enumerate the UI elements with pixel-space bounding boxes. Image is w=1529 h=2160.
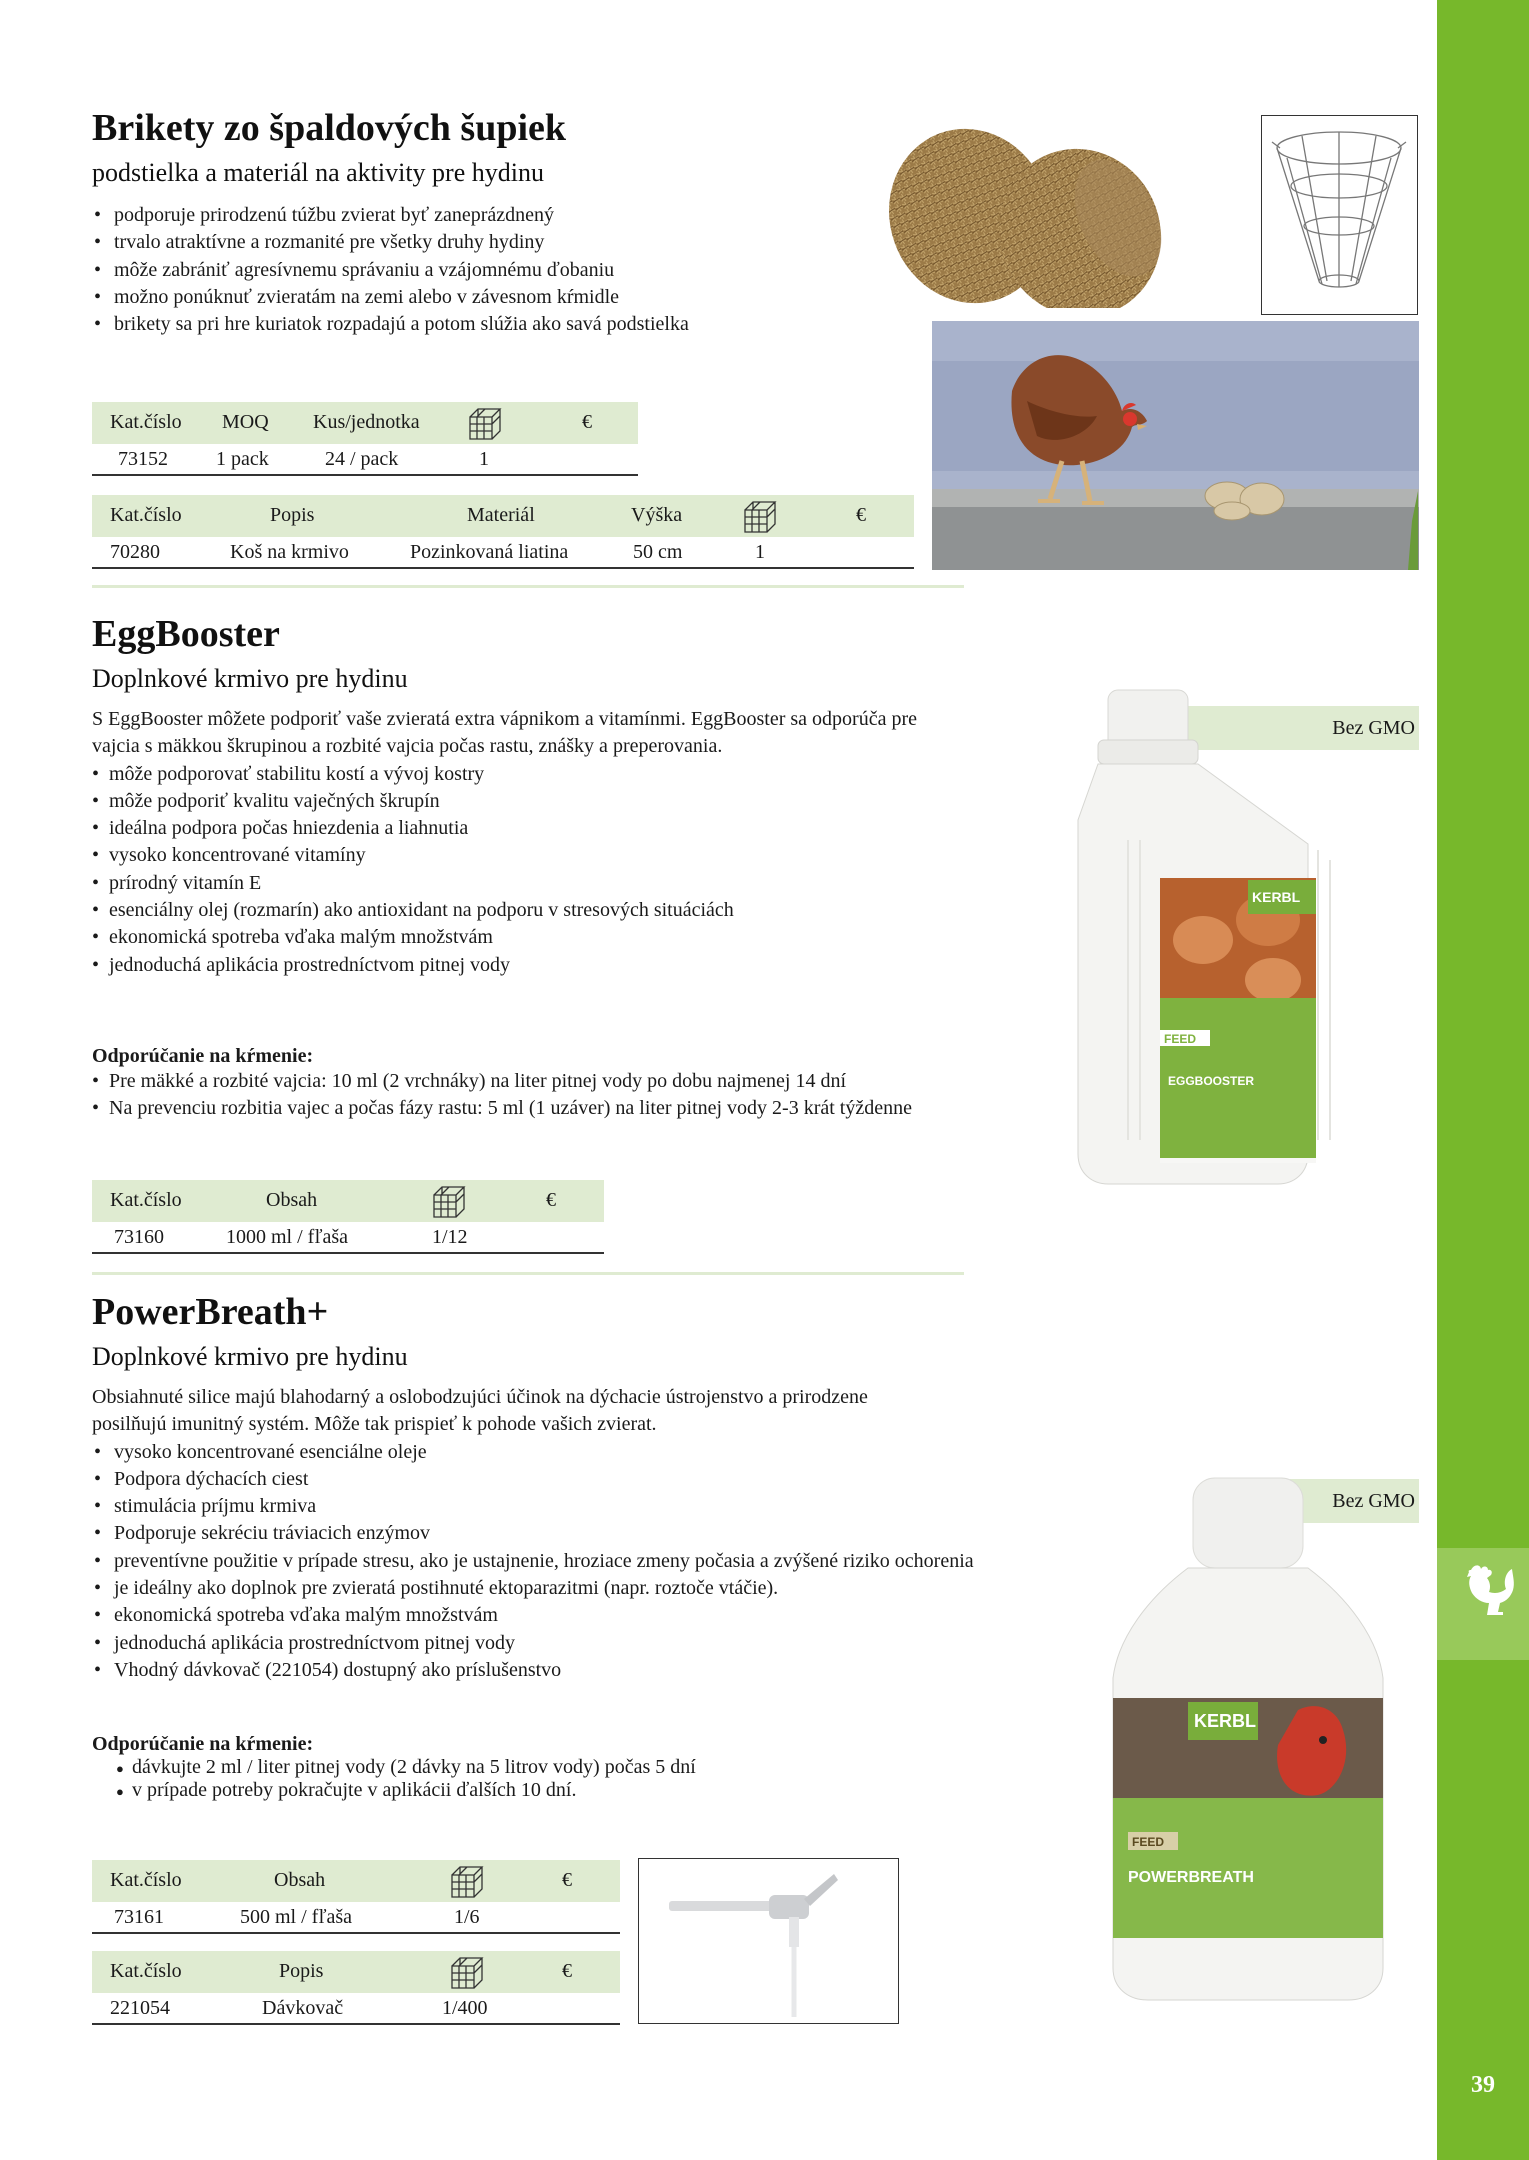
table-rule — [92, 1932, 620, 1934]
cell-content: 500 ml / fľaša — [240, 1906, 352, 1928]
cell-cat-no: 73161 — [114, 1906, 164, 1928]
powerbreath-price-table — [92, 1860, 620, 1934]
header-price: € — [562, 1960, 572, 1982]
cell-material: Pozinkovaná liatina — [410, 541, 569, 563]
cell-pieces-unit: 24 / pack — [325, 448, 399, 470]
header-content: Obsah — [274, 1869, 326, 1891]
carton-icon — [450, 1956, 484, 1990]
list-item: • vysoko koncentrované vitamíny — [92, 842, 1082, 869]
section-subtitle-brikety: podstielka a materiál na aktivity pre hydinu — [92, 158, 544, 187]
header-price: € — [546, 1189, 556, 1211]
eggbooster-recommendation — [92, 1045, 1092, 1123]
header-price: € — [582, 411, 592, 433]
list-item: • ekonomická spotreba vďaka malým množstvám — [92, 1602, 1132, 1629]
list-item: • Vhodný dávkovač (221054) dostupný ako príslušenstvo — [92, 1657, 1132, 1684]
basket-price-table — [92, 495, 914, 569]
powerbreath-recommendation — [92, 1733, 992, 1802]
cell-content: 1000 ml / fľaša — [226, 1226, 348, 1248]
header-cat-no: Kat.číslo — [110, 1960, 182, 1982]
rooster-icon — [1437, 1548, 1529, 1660]
brikety-feature-list — [92, 202, 892, 338]
header-description: Popis — [279, 1960, 324, 1982]
cell-carton: 1/12 — [432, 1226, 468, 1248]
cell-cat-no: 73160 — [114, 1226, 164, 1248]
bottle-feed-label: FEED — [1132, 1835, 1165, 1849]
section-subtitle-eggbooster: Doplnkové krmivo pre hydinu — [92, 664, 408, 693]
header-cat-no: Kat.číslo — [110, 1869, 182, 1891]
bottle-brand-label: KERBL — [1252, 889, 1301, 905]
carton-icon — [743, 500, 777, 534]
section-title-powerbreath: PowerBreath+ — [92, 1291, 329, 1333]
carton-icon — [468, 407, 502, 441]
powerbreath-feature-list — [92, 1439, 1132, 1685]
list-item: • Pre mäkké a rozbité vajcia: 10 ml (2 vrchnáky) na liter pitnej vody po dobu najmenej 14 dní — [92, 1068, 1092, 1095]
list-item: • vysoko koncentrované esenciálne oleje — [92, 1439, 1132, 1466]
hen-with-briquettes-photo — [932, 321, 1419, 570]
list-item: • trvalo atraktívne a rozmanité pre všetky druhy hydiny — [92, 229, 892, 256]
cell-cat-no: 73152 — [118, 448, 168, 470]
poultry-tab[interactable] — [1437, 1548, 1529, 1660]
table-rule — [92, 567, 914, 569]
cell-carton: 1 — [755, 541, 765, 563]
dispenser-price-table — [92, 1951, 620, 2025]
header-description: Popis — [270, 504, 315, 526]
table-rule — [92, 2023, 620, 2025]
list-item: • Podporuje sekréciu tráviacich enzýmov — [92, 1520, 1132, 1547]
cell-height: 50 cm — [633, 541, 683, 563]
cell-cat-no: 221054 — [110, 1997, 170, 2019]
recommendation-title: Odporúčanie na kŕmenie: — [92, 1045, 314, 1067]
table-rule — [92, 1252, 604, 1254]
list-item: • stimulácia príjmu krmiva — [92, 1493, 1132, 1520]
list-item: • Podpora dýchacích ciest — [92, 1466, 1132, 1493]
carton-icon — [432, 1185, 466, 1219]
non-gmo-badge: Bez GMO — [1290, 1479, 1419, 1523]
bottle-product-label: POWERBREATH — [1128, 1869, 1254, 1886]
section-title-eggbooster: EggBooster — [92, 613, 280, 655]
feed-basket-image — [1261, 115, 1418, 315]
cell-carton: 1 — [479, 448, 489, 470]
section-title-brikety: Brikety zo špaldových šupiek — [92, 107, 567, 149]
powerbreath-bottle-photo — [1108, 1470, 1388, 2005]
header-material: Materiál — [467, 504, 535, 526]
eggbooster-price-table — [92, 1180, 604, 1254]
intro-line: vajcia s mäkkou škrupinou a rozbité vajcia počas rastu, znášky a preperovania. — [92, 735, 723, 758]
cell-description: Dávkovač — [262, 1997, 344, 2019]
cell-carton: 1/400 — [442, 1997, 488, 2019]
cell-carton: 1/6 — [454, 1906, 480, 1928]
header-pieces-unit: Kus/jednotka — [313, 411, 420, 433]
recommendation-title: Odporúčanie na kŕmenie: — [92, 1733, 314, 1755]
cell-cat-no: 70280 — [110, 541, 160, 563]
cell-moq: 1 pack — [216, 448, 269, 470]
list-item: • jednoduchá aplikácia prostredníctvom pitnej vody — [92, 952, 1082, 979]
list-item: ● v prípade potreby pokračujte v aplikácii ďalších 10 dní. — [92, 1779, 992, 1802]
briquettes-photo — [870, 108, 1180, 308]
page-number: 39 — [1471, 2072, 1495, 2098]
bottle-feed-label: FEED — [1164, 1032, 1197, 1046]
list-item: • brikety sa pri hre kuriatok rozpadajú a potom slúžia ako savá podstielka — [92, 311, 892, 338]
header-cat-no: Kat.číslo — [110, 1189, 182, 1211]
recommendation-list — [92, 1756, 992, 1802]
eggbooster-bottle-photo — [1068, 680, 1348, 1200]
list-item: • ekonomická spotreba vďaka malým množstvám — [92, 924, 1082, 951]
list-item: • ideálna podpora počas hniezdenia a liahnutia — [92, 815, 1082, 842]
header-price: € — [856, 504, 866, 526]
carton-icon — [450, 1865, 484, 1899]
list-item: ● dávkujte 2 ml / liter pitnej vody (2 dávky na 5 litrov vody) počas 5 dní — [92, 1756, 992, 1779]
cell-description: Koš na krmivo — [230, 541, 349, 563]
dispenser-icon — [639, 1859, 897, 2022]
intro-line: Obsiahnuté silice majú blahodarný a oslobodzujúci účinok na dýchacie ústrojenstvo a prirodzene — [92, 1386, 868, 1408]
list-item: • jednoduchá aplikácia prostredníctvom pitnej vody — [92, 1630, 1132, 1657]
list-item: • prírodný vitamín E — [92, 870, 1082, 897]
bottle-product-label: EGGBOOSTER — [1168, 1074, 1255, 1088]
eggbooster-feature-list — [92, 761, 1082, 979]
header-price: € — [562, 1869, 572, 1891]
list-item: • možno ponúknuť zvieratám na zemi alebo v závesnom kŕmidle — [92, 284, 892, 311]
header-content: Obsah — [266, 1189, 318, 1211]
list-item: • podporuje prirodzenú túžbu zvierat byť zaneprázdnený — [92, 202, 892, 229]
section-divider — [92, 585, 964, 588]
eggbooster-description — [92, 706, 1082, 979]
green-sidebar — [1437, 0, 1529, 2160]
section-divider — [92, 1272, 964, 1275]
header-moq: MOQ — [222, 411, 269, 433]
wire-basket-icon — [1262, 116, 1416, 313]
intro-line: S EggBooster môžete podporiť vaše zvieratá extra vápnikom a vitamínmi. EggBooster sa odporúča pre — [92, 708, 917, 730]
dispenser-image — [638, 1858, 899, 2024]
header-cat-no: Kat.číslo — [110, 504, 182, 526]
list-item: • esenciálny olej (rozmarín) ako antioxidant na podporu v stresových situáciách — [92, 897, 1082, 924]
section-subtitle-powerbreath: Doplnkové krmivo pre hydinu — [92, 1342, 408, 1371]
recommendation-list — [92, 1068, 1092, 1123]
header-cat-no: Kat.číslo — [110, 411, 182, 433]
list-item: • môže zabrániť agresívnemu správaniu a vzájomnému ďobaniu — [92, 257, 892, 284]
list-item: • môže podporiť kvalitu vaječných škrupín — [92, 788, 1082, 815]
header-height: Výška — [631, 504, 683, 526]
list-item: • je ideálny ako doplnok pre zvieratá postihnuté ektoparazitmi (napr. roztoče vtáčie). — [92, 1575, 1132, 1602]
powerbreath-description — [92, 1384, 1132, 1684]
non-gmo-badge: Bez GMO — [1120, 706, 1419, 750]
list-item: • môže podporovať stabilitu kostí a vývoj kostry — [92, 761, 1082, 788]
intro-line: posilňujú imunitný systém. Môže tak prispieť k pohode vašich zvierat. — [92, 1413, 657, 1436]
table-rule — [92, 474, 638, 476]
briquettes-price-table — [92, 402, 638, 476]
bottle-brand-label: KERBL — [1194, 1711, 1256, 1731]
list-item: • Na prevenciu rozbitia vajec a počas fázy rastu: 5 ml (1 uzáver) na liter pitnej vody 2-3 krát týždenne — [92, 1095, 1092, 1122]
list-item: • preventívne použitie v prípade stresu, ako je ustajnenie, hroziace zmeny počasia a zvýšené riziko ochorenia — [92, 1548, 1132, 1575]
